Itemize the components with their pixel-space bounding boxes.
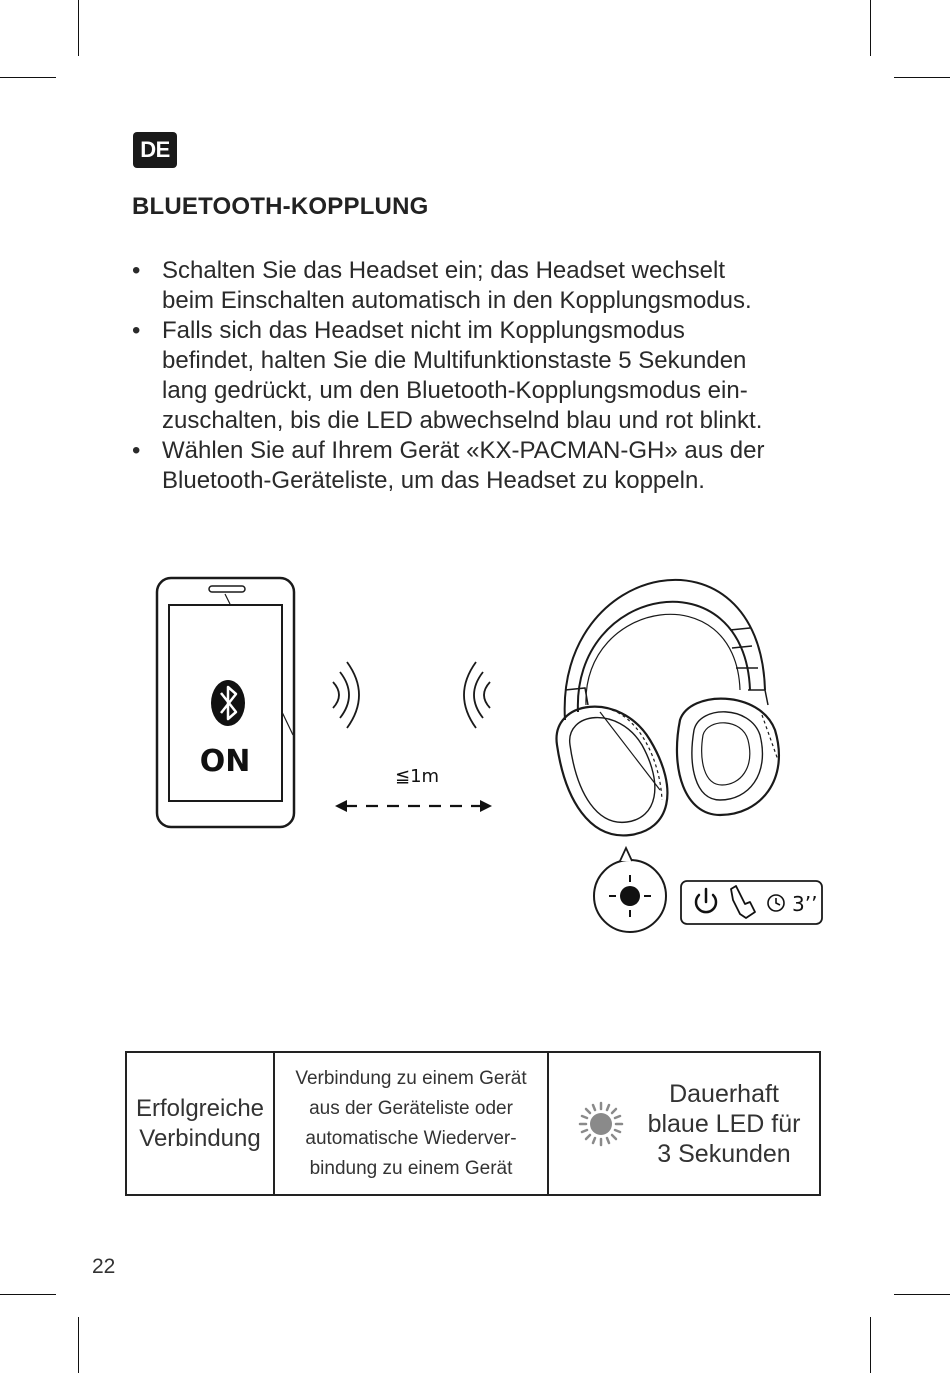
status-table	[125, 1051, 821, 1196]
signal-waves-left	[333, 662, 359, 728]
text-line: Dauerhaft	[669, 1079, 779, 1108]
signal-waves-right	[464, 662, 490, 728]
text-line: Bluetooth-Geräteliste, um das Headset zu koppeln.	[162, 467, 705, 494]
status-state-cell	[126, 1052, 274, 1195]
text-line: beim Einschalten automatisch in den Kopplungsmodus.	[162, 287, 752, 314]
bullet-dot: •	[132, 437, 141, 464]
status-indicator-cell	[548, 1052, 820, 1195]
text-line: bindung zu einem Gerät	[309, 1157, 513, 1179]
language-badge: DE	[133, 132, 177, 168]
text-line: Wählen Sie auf Ihrem Gerät «KX-PACMAN-GH» aus der	[162, 437, 765, 464]
text-line: Verbindung zu einem Gerät	[295, 1067, 527, 1089]
crop-mark	[894, 77, 950, 78]
crop-mark	[0, 1294, 56, 1295]
text-line: Erfolgreiche	[135, 1094, 265, 1122]
led-glow-icon	[577, 1100, 625, 1148]
text-line: blaue LED für	[647, 1109, 801, 1138]
bullet-dot: •	[132, 317, 141, 344]
text-line: Falls sich das Headset nicht im Kopplungsmodus	[162, 317, 685, 344]
center-button-icon	[594, 848, 666, 932]
text-line: zuschalten, bis die LED abwechselnd blau und rot blinkt.	[162, 407, 763, 434]
indicator-text	[629, 1079, 819, 1169]
pairing-illustration	[0, 560, 950, 940]
section-heading: BLUETOOTH-KOPPLUNG	[132, 193, 429, 220]
text-line: automatische Wiederver-	[305, 1127, 517, 1149]
crop-mark	[78, 0, 79, 56]
distance-label: ≦1m	[395, 766, 440, 787]
status-description-cell	[274, 1052, 548, 1195]
crop-mark	[870, 1317, 871, 1373]
page-number: 22	[92, 1255, 116, 1278]
list-item	[132, 436, 832, 496]
crop-mark	[894, 1294, 950, 1295]
crop-mark	[78, 1317, 79, 1373]
bluetooth-icon	[211, 680, 245, 726]
headphones-illustration	[557, 580, 779, 836]
list-item	[132, 316, 832, 436]
text-line: befindet, halten Sie die Multifunktionstaste 5 Sekunden	[162, 347, 747, 374]
crop-mark	[0, 77, 56, 78]
crop-mark	[870, 0, 871, 56]
bullet-dot: •	[132, 257, 141, 284]
list-item	[132, 256, 832, 316]
text-line: Schalten Sie das Headset ein; das Headset wechselt	[162, 257, 726, 284]
text-line: 3 Sekunden	[657, 1139, 791, 1168]
text-line: Verbindung	[139, 1124, 261, 1152]
table-row	[126, 1052, 820, 1195]
text-line: aus der Geräteliste oder	[309, 1097, 513, 1119]
hold-time-label: 3’’	[792, 892, 818, 916]
distance-arrow	[335, 800, 492, 812]
text-line: lang gedrückt, um den Bluetooth-Kopplungsmodus ein-	[162, 377, 748, 404]
instruction-list	[132, 256, 832, 496]
phone-status-text: ON	[199, 744, 251, 779]
